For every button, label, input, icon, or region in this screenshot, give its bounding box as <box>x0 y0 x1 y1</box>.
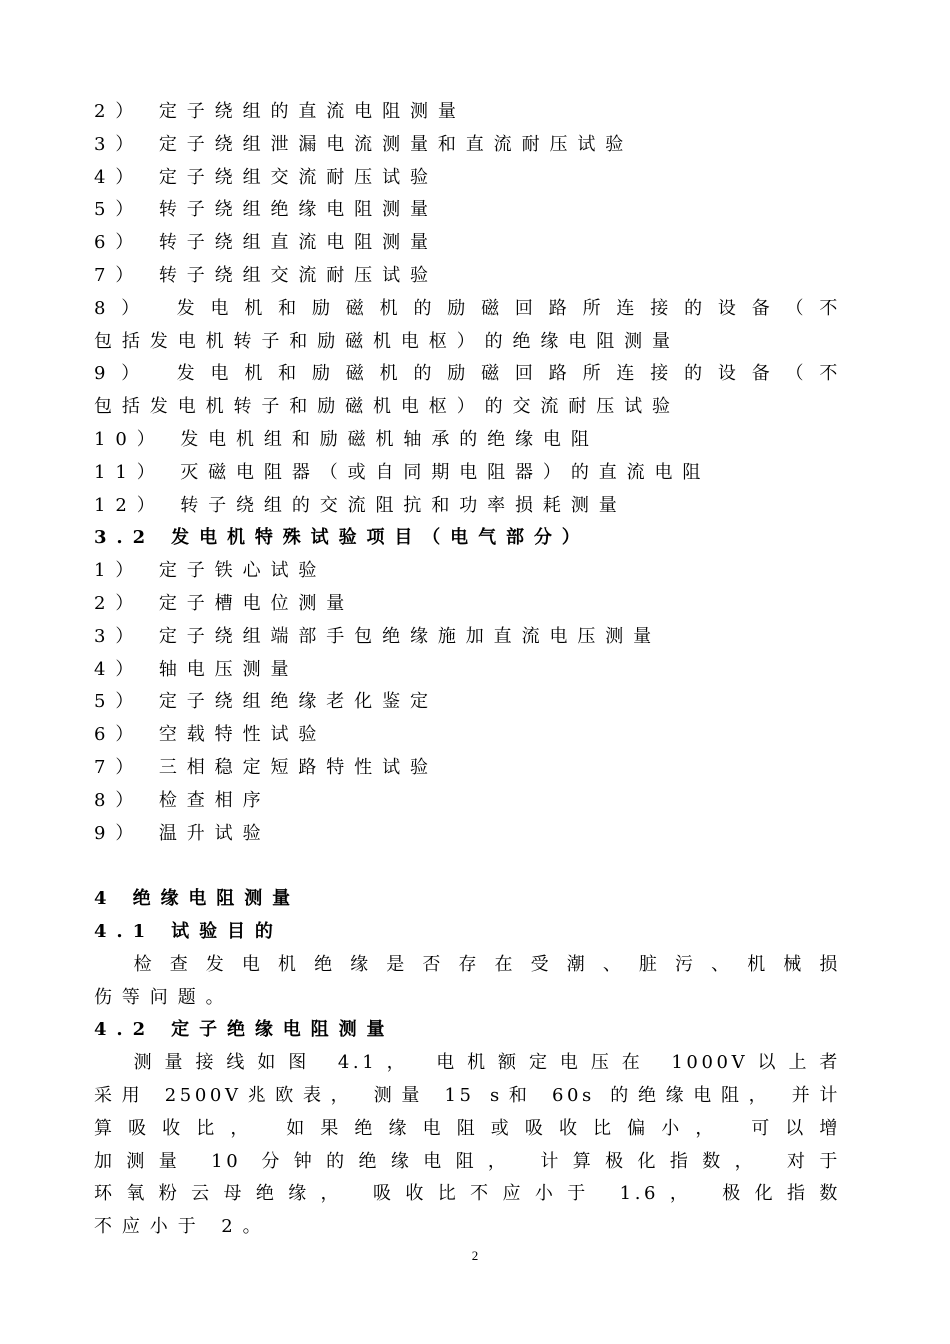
paragraph-line: 算吸收比， 如果绝缘电阻或吸收比偏小， 可以增 <box>94 1117 841 1139</box>
list-item: 9） 温升试验 <box>94 822 271 844</box>
section-heading: 4.2 定子绝缘电阻测量 <box>94 1019 395 1041</box>
paragraph-line: 环氧粉云母绝缘， 吸收比不应小于 1.6， 极化指数 <box>94 1183 841 1205</box>
list-item: 12） 转子绕组的交流阻抗和功率损耗测量 <box>94 494 627 516</box>
document-page <box>94 96 841 1244</box>
list-item: 10） 发电机组和励磁机轴承的绝缘电阻 <box>94 428 599 450</box>
paragraph-line: 伤等问题。 <box>94 986 234 1008</box>
list-item: 7） 转子绕组交流耐压试验 <box>94 264 438 286</box>
list-item: 1） 定子铁心试验 <box>94 560 327 582</box>
paragraph-line: 检查发电机绝缘是否存在受潮、脏污、机械损 <box>133 953 841 975</box>
list-item: 8） 检查相序 <box>94 789 271 811</box>
list-item: 5） 定子绕组绝缘老化鉴定 <box>94 691 438 713</box>
section-heading: 4.1 试验目的 <box>94 920 283 942</box>
paragraph-line: 加测量 10 分钟的绝缘电阻， 计算极化指数， 对于 <box>94 1150 841 1172</box>
list-item: 3） 定子绕组泄漏电流测量和直流耐压试验 <box>94 133 634 155</box>
list-item-continuation: 包括发电机转子和励磁机电枢）的交流耐压试验 <box>94 396 680 418</box>
paragraph-line: 测量接线如图 4.1， 电机额定电压在 1000V以上者 <box>133 1052 841 1074</box>
list-item: 8） 发电机和励磁机的励磁回路所连接的设备（不 <box>94 297 841 319</box>
list-item: 4） 轴电压测量 <box>94 658 299 680</box>
list-item: 11） 灭磁电阻器（或自同期电阻器）的直流电阻 <box>94 461 711 483</box>
list-item: 6） 转子绕组直流电阻测量 <box>94 232 438 254</box>
section-heading: 3.2 发电机特殊试验项目（电气部分） <box>94 527 590 549</box>
list-item: 4） 定子绕组交流耐压试验 <box>94 166 438 188</box>
paragraph-line: 采用 2500V兆欧表， 测量 15 s和 60s 的绝缘电阻， 并计 <box>94 1084 841 1106</box>
spacer <box>94 850 841 883</box>
paragraph-line: 不应小于 2。 <box>94 1216 271 1238</box>
page-number: 2 <box>471 1248 479 1263</box>
list-item: 2） 定子槽电位测量 <box>94 592 355 614</box>
list-item: 5） 转子绕组绝缘电阻测量 <box>94 199 438 221</box>
chapter-heading: 4 绝缘电阻测量 <box>94 888 300 910</box>
list-item: 3） 定子绕组端部手包绝缘施加直流电压测量 <box>94 625 662 647</box>
list-item: 6） 空载特性试验 <box>94 724 327 746</box>
list-item: 2） 定子绕组的直流电阻测量 <box>94 101 466 122</box>
list-item: 7） 三相稳定短路特性试验 <box>94 756 438 778</box>
list-item-continuation: 包括发电机转子和励磁机电枢）的绝缘电阻测量 <box>94 330 680 352</box>
list-item: 9） 发电机和励磁机的励磁回路所连接的设备（不 <box>94 363 841 385</box>
